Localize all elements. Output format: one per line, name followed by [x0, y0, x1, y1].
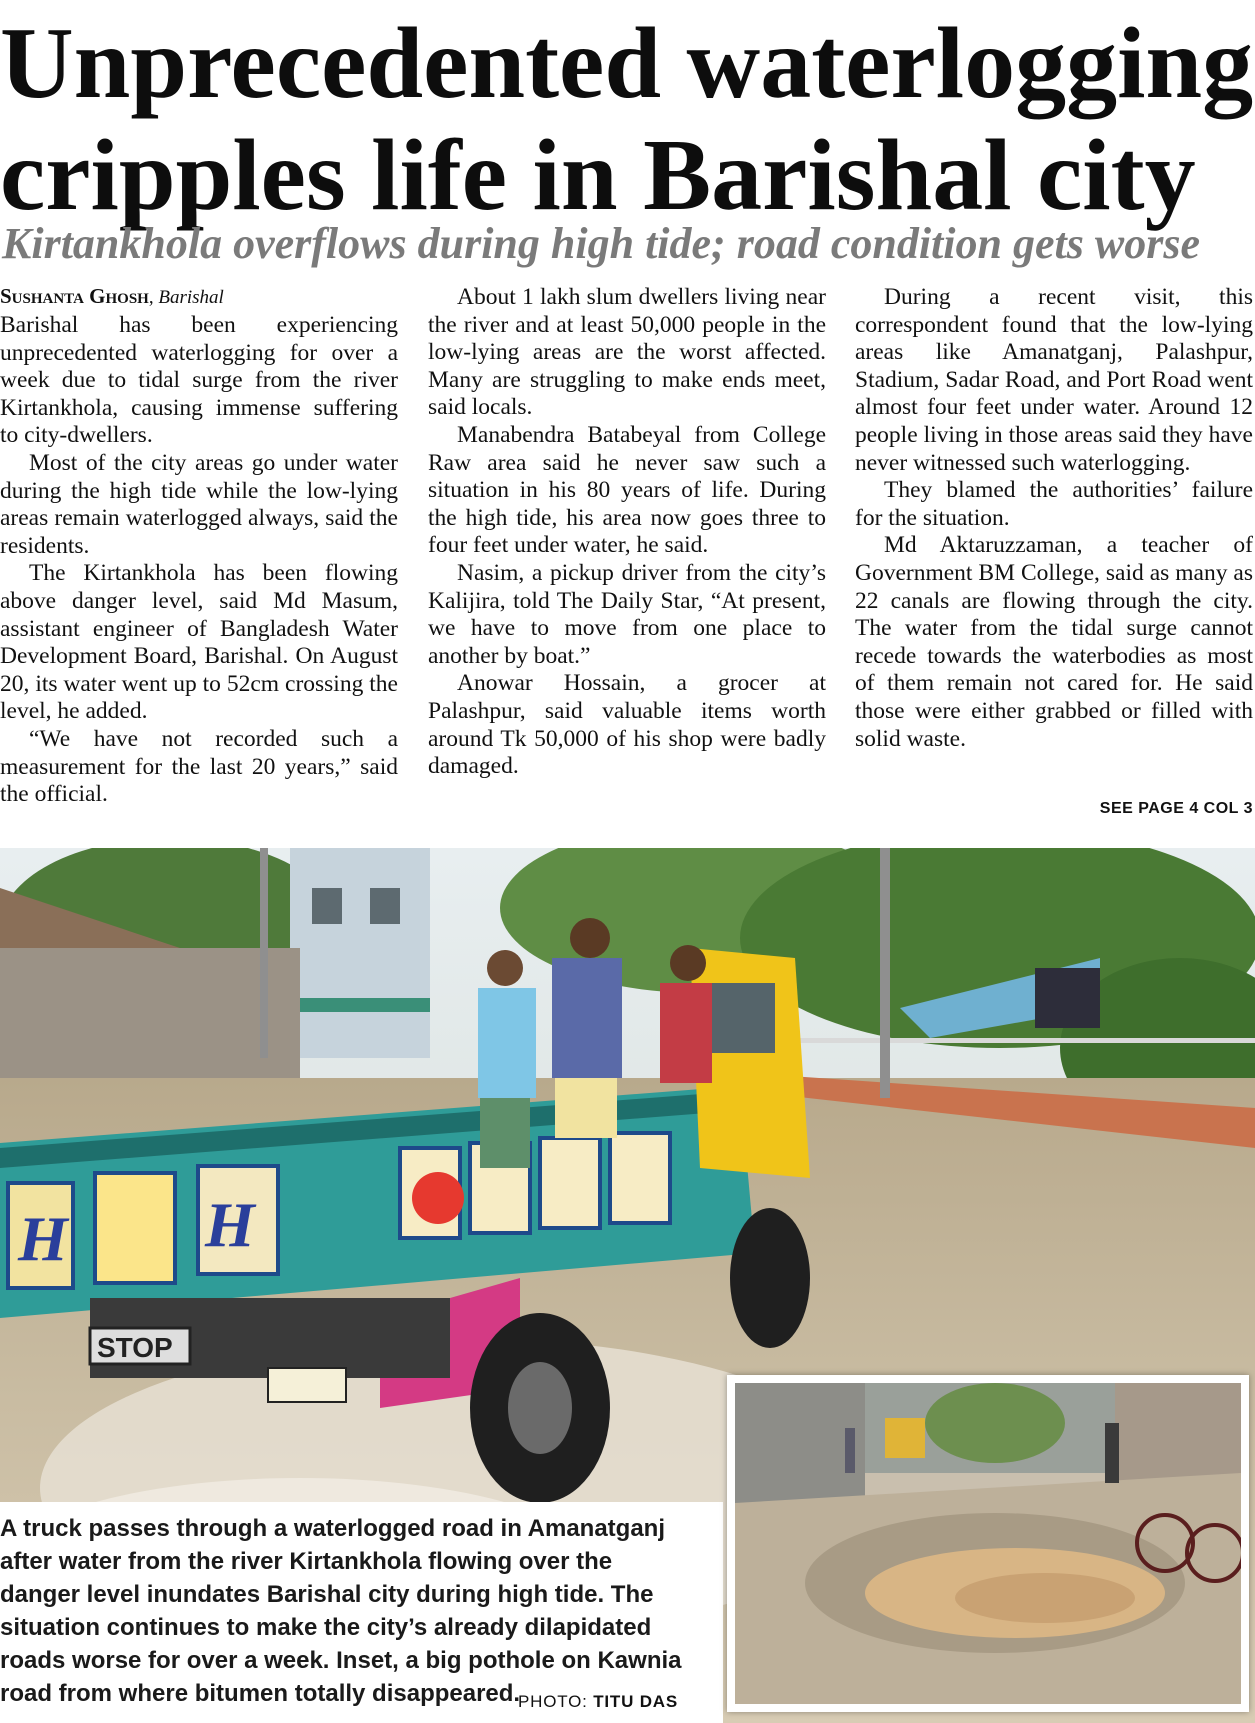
paragraph: Md Aktaruzzaman, a teacher of Government BM College, said as many as 22 canals are flowing through the city. The water from the tidal surge cannot recede towards the waterbodies as most of them remain not cared for. He said those were either grabbed or filled with solid waste. — [855, 532, 1253, 752]
byline: Sushanta Ghosh, Barishal — [0, 284, 224, 308]
subheadline: Kirtankhola overflows during high tide; road condition gets worse — [2, 219, 1200, 268]
paragraph: Anowar Hossain, a grocer at Palashpur, said valuable items worth around Tk 50,000 of his shop were badly damaged. — [428, 670, 826, 780]
article-column-2 — [428, 284, 826, 781]
paragraph: Manabendra Batabeyal from College Raw area said he never saw such a situation in his 80 years of life. During the high tide, his area now goes three to four feet under water, he said. — [428, 421, 826, 559]
article-column-1 — [0, 282, 398, 809]
paragraph: Barishal has been experiencing unprecedented waterlogging for over a week due to tidal surge from the river Kirtankhola, causing immense suffering to city-dwellers. — [0, 312, 398, 449]
paragraph: About 1 lakh slum dwellers living near the river and at least 50,000 people in the low-lying areas are the worst affected. Many are struggling to make ends meet, said locals. — [428, 284, 826, 421]
inset-photo — [727, 1375, 1249, 1712]
paragraph: They blamed the authorities’ failure for the situation. — [855, 477, 1253, 531]
byline-author: Sushanta Ghosh — [0, 284, 149, 308]
pothole-road-illustration — [735, 1383, 1241, 1704]
paragraph: During a recent visit, this correspondent found that the low-lying areas like Amanatganj, Palashpur, Stadium, Sadar Road, and Port Road went almost four feet under water. Around 12 people living in those areas said they have never witnessed such waterlogging. — [855, 284, 1253, 476]
paragraph: The Kirtankhola has been flowing above danger level, said Md Masum, assistant engineer of Bangladesh Water Development Board, Barishal. On August 20, its water went up to 52cm crossing the level, he added. — [0, 560, 398, 725]
paragraph: “We have not recorded such a measurement for the last 20 years,” said the official. — [0, 725, 398, 808]
truck-stop-sign: STOP — [97, 1332, 173, 1363]
byline-location: Barishal — [158, 287, 224, 308]
paragraph: Nasim, a pickup driver from the city’s Kalijira, told The Daily Star, “At present, we have to move from one place to another by boat.” — [428, 559, 826, 669]
photo-credit-label: PHOTO: — [518, 1692, 588, 1711]
photo-credit-name: TITU DAS — [593, 1692, 678, 1711]
photo-credit — [518, 1692, 678, 1712]
truck-letter-h-2: H — [205, 1189, 255, 1260]
photo-caption: A truck passes through a waterlogged road in Amanatganj after water from the river Kirtankhola flowing over the danger level inundates Barishal city during high tide. The situation continues to make the city’s already dilapidated roads worse for over a week. Inset, a big pothole on Kawnia road from where bitumen totally disappeared. — [0, 1515, 682, 1707]
headline: Unprecedented waterlogging cripples life in Barishal city — [0, 7, 1254, 232]
article-column-3 — [855, 284, 1253, 753]
continuation-note: SEE PAGE 4 COL 3 — [1099, 800, 1253, 817]
truck-letter-h: H — [18, 1203, 68, 1274]
paragraph: Most of the city areas go under water during the high tide while the low-lying areas remain waterlogged always, said the residents. — [0, 449, 398, 559]
